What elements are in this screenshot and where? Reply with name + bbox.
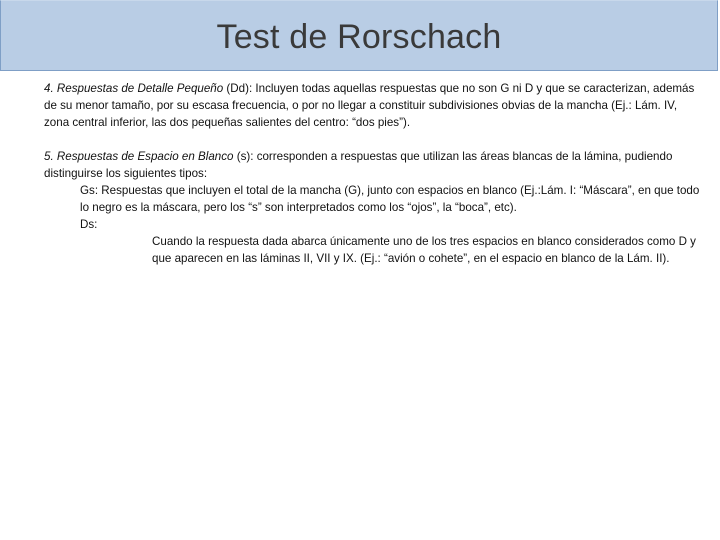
slide-content [44,80,704,267]
section-4-paragraph [44,80,704,131]
section-5-paragraph [44,148,704,182]
section-4-body: Incluyen todas aquellas respuestas que no son G ni D y que se caracterizan, además de su menor tamaño, por su escasa frecuencia, o por no llegar a constituir subdivisiones obvias de la mancha (Ej.: Lám. IV, zona central inferior, las dos pequeñas salientes del centro: “dos pies”). [44,82,695,129]
slide-title: Test de Rorschach [216,18,502,56]
section-5-code: (s): [233,150,257,163]
ds-definition: Cuando la respuesta dada abarca únicamente uno de los tres espacios en blanco considerados como D y que aparecen en las láminas II, VII y IX. (Ej.: “avión o cohete”, en el espacio en blanco de la Lám. II). [152,235,696,265]
ds-label: Ds: [80,218,98,231]
section-4-code: (Dd): [223,82,256,95]
gs-definition: Gs: Respuestas que incluyen el total de la mancha (G), junto con espacios en blanco (Ej.:Lám. I: “Máscara”, en que todo lo negro es la máscara, pero los “s” son interpretados como los “ojos”, la “boca”, etc). [80,184,700,214]
section-5-body: corresponden a respuestas que utilizan las áreas blancas de la lámina, pudiendo distinguirse los siguientes tipos: [44,150,673,180]
title-banner [0,0,718,71]
section-4-heading: 4. Respuestas de Detalle Pequeño [44,82,224,95]
section-5-heading: 5. Respuestas de Espacio en Blanco [44,150,234,163]
